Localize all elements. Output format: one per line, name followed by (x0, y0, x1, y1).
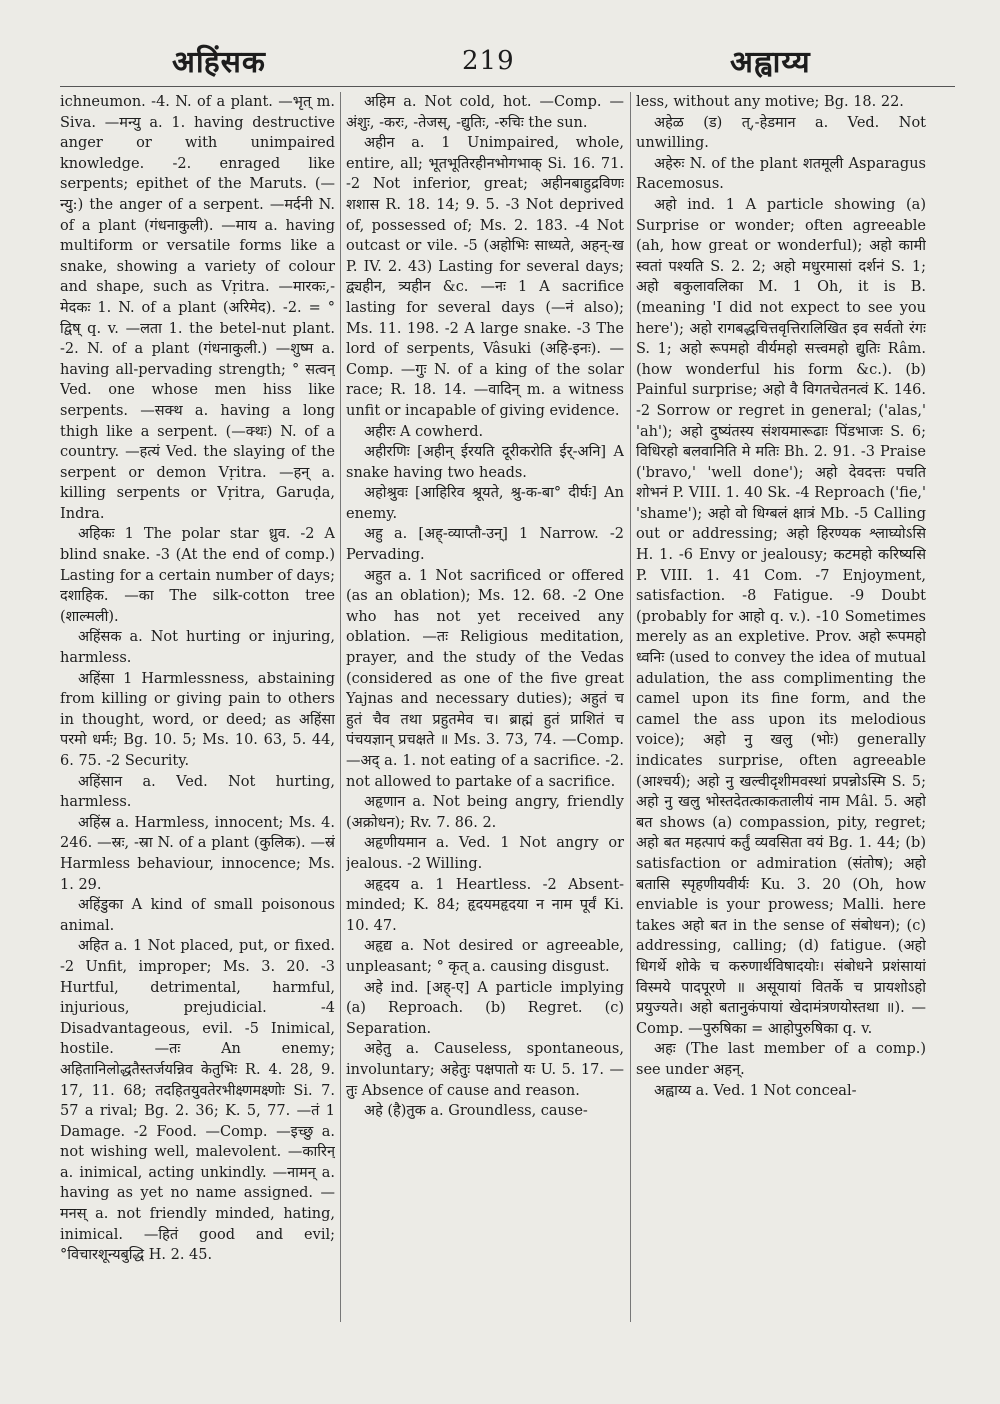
dictionary-entry: अहिंडुका A kind of small poisonous animal. (60, 897, 335, 934)
dictionary-entry: अहीरः A cowherd. (364, 423, 484, 440)
dictionary-entry: अहित a. 1 Not placed, put, or fixed. -2 Unfit, improper; Ms. 3. 20. -3 Hurtful, detrimental, harmful, injurious, prejudicial. -4 Disadvantageous, evil. -5 Inimical, hostile. —तः An enemy; अहितानिलोद्धतैस्तर्जयन्निव केतुभिः R. 4. 28, 9. 17, 11. 68; तदहितयुवतेरभीक्ष्णमक्ष्णोः Si. 7. 57 a rival; Bg. 2. 36; K. 5, 77. —तं 1 Damage. -2 Food. —Comp. —इच्छु a. not wishing well, malevolent. —कारिन् a. inimical, acting unkindly. —नामन् a. having as yet no name assigned. —मनस् a. not friendly minded, hating, inimical. —हितं good and evil; °विचारशून्यबुद्धि H. 2. 45. (60, 938, 335, 1264)
dictionary-entry: अहो ind. 1 A particle showing (a) Surprise or wonder; often agreeable (ah, how great or wonderful); अहो कामी स्वतां पश्यति S. 2. 2; अहो मधुरमासां दर्शनं S. 1; अहो बकुलावलिका M. 1 Oh, it is B. (meaning 'I did not expect to see you here'); अहो रागबद्धचित्तवृत्तिरालिखित इव सर्वतो रंगः S. 1; अहो रूपमहो वीर्यमहो सत्त्वमहो द्युतिः Râm. (how wonderful his form &c.). (b) Painful surprise; अहो वै विगतचेतनत्वं K. 146. -2 Sorrow or regret in general; ('alas,' 'ah'); अहो दुष्यंतस्य संशयमारूढाः पिंडभाजः S. 6; विधिरहो बलवानिति मे मतिः Bh. 2. 91. -3 Praise ('bravo,' 'well done'); अहो देवदत्तः पचति शोभनं P. VIII. 1. 40 Sk. -4 Reproach ('fie,' 'shame'); अहो वो धिग्बलं क्षात्रं Mb. -5 Calling out or addressing; अहो हिरण्यक श्लाघ्योऽसि H. 1. -6 Envy or jealousy; कटमहो करिष्यसि P. VIII. 1. 41 Com. -7 Enjoyment, satisfaction. -8 Fatigue. -9 Doubt (probably for आहो q. v.). -10 Sometimes merely as an expletive. Prov. अहो रूपमहो ध्वनिः (used to convey the idea of mutual adulation, the ass complimenting the camel upon its fine form, and the camel the ass upon its melodious voice); अहो नु खलु (भोः) generally indicates surprise, often agreeable (आश्चर्य); अहो नु खल्वीदृशीमवस्थां प्रपन्नोऽस्मि S. 5; अहो नु खलु भोस्तदेतत्काकतालीयं नाम Mâl. 5. अहो बत shows (a) compassion, pity, regret; अहो बत महत्पापं कर्तुं व्यवसिता वयं Bg. 1. 44; (b) satisfaction or admiration (संतोष); अहो बतासि स्पृहणीयवीर्यः Ku. 3. 20 (Oh, how enviable is your prowess; Malli. here takes अहो बत in the sense of संबोधन); (c) addressing, calling; (d) fatigue. (अहो धिगर्थे शोके च करुणार्थविषादयोः। संबोधने प्रशंसायां विस्मये पादपूरणे ॥ असूयायां वितर्के च प्रायशोऽहो प्रयुज्यते। अहो बतानुकंपायां खेदामंत्रणयोस्तथा ॥). —Comp. —पुरुषिका = आहोपुरुषिका q. v. (636, 196, 926, 1037)
column-3 (636, 92, 926, 1342)
dictionary-entry: less, without any motive; Bg. 18. 22. (636, 94, 904, 110)
column-2 (346, 92, 624, 1342)
column-divider (630, 92, 631, 1322)
dictionary-entry: अहिंसा 1 Harmlessness, abstaining from killing or giving pain to others in thought, word, or deed; as अहिंसा परमो धर्मः; Bg. 10. 5; Ms. 10. 63, 5. 44, 6. 75. -2 Security. (60, 670, 335, 769)
dictionary-entry: अहे (है)तुक a. Groundless, cause- (364, 1103, 588, 1120)
dictionary-entry: अहः (The last member of a comp.) see under अहन्. (636, 1041, 926, 1078)
page-number: 219 (462, 46, 515, 76)
dictionary-entry: अहे ind. [अह्-ए] A particle implying (a) Reproach. (b) Regret. (c) Separation. (346, 979, 624, 1037)
dictionary-entry: अहिंस्र a. Harmless, innocent; Ms. 4. 246. —स्रः, -स्रा N. of a plant (कुलिक). —स्रं Harmless behaviour, innocence; Ms. 1. 29. (60, 814, 335, 893)
dictionary-entry: ichneumon. -4. N. of a plant. —भृत् m. Siva. —मन्यु a. 1. having destructive anger or with unimpaired knowledge. -2. enraged like serpents; epithet of the Maruts. (—न्यु:) the anger of a serpent. —मर्दनी N. of a plant (गंधनाकुली). —माय a. having multiform or versatile forms like a snake, showing a variety of colour and shape, such as Vṛitra. —मारकः,-मेदकः 1. N. of a plant (अरिमेद). -2. = ° द्विष् q. v. —लता 1. the betel-nut plant. -2. N. of a plant (गंधनाकुली.) —शुष्म a. having all-pervading strength; ° सत्वन् Ved. one whose men hiss like serpents. —सक्थ a. having a long thigh like a serpent. (—क्थः) N. of a country. —हत्यं Ved. the slaying of the serpent or demon Vṛitra. —हन् a. killing serpents or Vṛitra, Garuḍa, Indra. (60, 94, 335, 522)
dictionary-entry: अहृद्य a. Not desired or agreeable, unpleasant; ° कृत् a. causing disgust. (346, 938, 624, 975)
dictionary-entry: अहेरुः N. of the plant शतमूली Asparagus Racemosus. (636, 155, 926, 193)
dictionary-entry: अहिंसान a. Ved. Not hurting, harmless. (60, 773, 335, 811)
dictionary-entry: अहिकः 1 The polar star ध्रुव. -2 A blind snake. -3 (At the end of comp.) Lasting for a certain number of days; दशाहिक. —का The silk-cotton tree (शाल्मली). (60, 526, 335, 625)
left-guide-word: अहिंसक (172, 45, 266, 80)
dictionary-entry: अहेळ (ड) त्,-हेडमान a. Ved. Not unwilling. (636, 114, 926, 152)
header-rule (60, 86, 955, 87)
dictionary-entry: अहिंसक a. Not hurting or injuring, harmless. (60, 629, 335, 667)
dictionary-entry: अहोश्रुवः [आहिरिव श्रूयते, श्रु-क-बा° दीर्घः] An enemy. (346, 485, 624, 522)
dictionary-entry: अहुत a. 1 Not sacrificed or offered (as an oblation); Ms. 12. 68. -2 One who has not yet received any oblation. —तः Religious meditation, prayer, and the study of the Vedas (considered as one of the five great Yajnas and necessary duties); अहुतं च हुतं चैव तथा प्रहुतमेव च। ब्राह्मं हुतं प्राशितं च पंचयज्ञान् प्रचक्षते ॥ Ms. 3. 73, 74. —Comp. —अद् a. 1. not eating of a sacrifice. -2. not allowed to partake of a sacrifice. (346, 567, 624, 790)
column-1 (60, 92, 335, 1342)
dictionary-entry: अहिम a. Not cold, hot. —Comp. —अंशुः, -करः, -तेजस्, -द्युतिः, -रुचिः the sun. (346, 94, 624, 131)
dictionary-entry: अहु a. [अह्-व्याप्तौ-उन्] 1 Narrow. -2 Pervading. (346, 526, 624, 564)
dictionary-entry: अहृदय a. 1 Heartless. -2 Absent-minded; K. 84; हृदयमहृदया न नाम पूर्वं Ki. 10. 47. (346, 876, 624, 934)
dictionary-entry: अहीन a. 1 Unimpaired, whole, entire, all; भूतभूतिरहीनभोगभाक् Si. 16. 71. -2 Not inferior, great; अहीनबाहुद्रविणः शशास R. 18. 14; 9. 5. -3 Not deprived of, possessed of; Ms. 2. 183. -4 Not outcast or vile. -5 (अहोभिः साध्यते, अहन्-ख P. IV. 2. 43) Lasting for several days; द्व्यहीन, त्र्यहीन &c. —नः 1 A sacrifice lasting for several days (—नं also); Ms. 11. 198. -2 A large snake. -3 The lord of serpents, Vâsuki (अहि-इनः). —Comp. —गुः N. of a king of the solar race; R. 18. 14. —वादिन् m. a witness unfit or incapable of giving evidence. (346, 135, 624, 419)
dictionary-entry: अहीरणिः [अहीन् ईरयति दूरीकरोति ईर्-अनि] A snake having two heads. (346, 444, 624, 481)
column-divider (340, 92, 341, 1322)
right-guide-word: अह्वाय्य (730, 45, 811, 80)
dictionary-entry: अहृणान a. Not being angry, friendly (अक्रोधन); Rv. 7. 86. 2. (346, 794, 624, 831)
dictionary-entry: अहेतु a. Causeless, spontaneous, involuntary; अहेतुः पक्षपातो यः U. 5. 17. —तुः Absence of cause and reason. (346, 1041, 624, 1099)
dictionary-entry: अहृणीयमान a. Ved. 1 Not angry or jealous. -2 Willing. (346, 835, 624, 872)
dictionary-entry: अह्वाय्य a. Ved. 1 Not conceal- (654, 1082, 857, 1099)
